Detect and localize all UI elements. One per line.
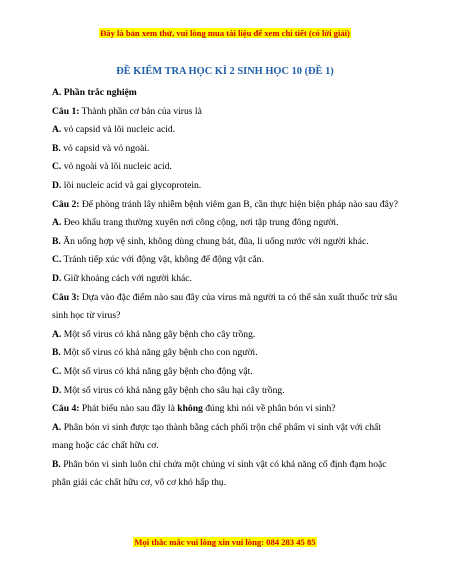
option-letter: A. <box>52 328 62 340</box>
option-text: Đeo khẩu trang thường xuyên nơi công cộng, nơi tập trung đông người. <box>61 217 339 229</box>
option-letter: B. <box>52 458 61 470</box>
answer-option <box>52 456 404 493</box>
question-stem <box>52 196 404 215</box>
question-text: Thành phần cơ bản của virus là <box>79 105 202 117</box>
option-text: Ăn uống hợp vệ sinh, không dùng chung bát, đũa, li uống nước với người khác. <box>60 235 369 247</box>
question-text: Để phòng tránh lây nhiễm bệnh viêm gan B, cần thực hiện biện pháp nào sau đây? <box>79 198 398 210</box>
option-letter: C. <box>52 254 62 266</box>
option-letter: A. <box>52 421 62 433</box>
question-number: Câu 3: <box>52 291 80 303</box>
option-text: Một số virus có khả năng gây bệnh cho con người. <box>60 347 258 359</box>
option-letter: D. <box>52 272 62 284</box>
option-letter: A. <box>52 124 62 136</box>
option-letter: B. <box>52 142 61 154</box>
contact-text: Mọi thắc mắc vui lòng xin vui lòng: 084 283 45 85 <box>134 537 316 547</box>
answer-option <box>52 121 404 140</box>
answer-option <box>52 270 404 289</box>
question-1 <box>52 103 404 196</box>
option-text: Phân bón vi sinh luôn chỉ chứa một chủng vi sinh vật có khả năng cố định đạm hoặc phân giải các chất hữu cơ, vô cơ khó hấp thụ. <box>52 458 387 489</box>
question-text: Dựa vào đặc điểm nào sau đây của virus mà người ta có thể sản xuất thuốc trừ sâu sinh học từ virus? <box>52 291 398 322</box>
question-stem <box>52 289 404 326</box>
answer-option <box>52 251 404 270</box>
option-text: vỏ capsid và lõi nucleic acid. <box>61 124 176 136</box>
question-number: Câu 2: <box>52 198 80 210</box>
answer-option <box>52 363 404 382</box>
answer-option <box>52 382 404 401</box>
question-stem <box>52 103 404 122</box>
answer-option <box>52 344 404 363</box>
preview-notice-banner <box>0 28 450 38</box>
answer-option <box>52 177 404 196</box>
question-number: Câu 4: <box>52 403 80 415</box>
preview-notice-text: Đây là bản xem thử, vui lòng mua tài liệu để xem chi tiết (có lời giải) <box>100 28 350 38</box>
document-body <box>52 84 404 493</box>
answer-option <box>52 158 404 177</box>
question-3 <box>52 289 404 401</box>
option-letter: D. <box>52 179 62 191</box>
answer-option <box>52 419 404 456</box>
option-text: Một số virus có khả năng gây bệnh cho cây trồng. <box>61 328 256 340</box>
answer-option <box>52 140 404 159</box>
option-text: Một số virus có khả năng gây bệnh cho động vật. <box>61 365 253 377</box>
option-letter: A. <box>52 217 62 229</box>
page-title: ĐỀ KIỂM TRA HỌC KÌ 2 SINH HỌC 10 (ĐỀ 1) <box>116 66 334 77</box>
question-stem <box>52 400 404 419</box>
question-text: Phát biểu nào sau đây là <box>79 403 178 415</box>
option-letter: B. <box>52 235 61 247</box>
option-text: Giữ khoảng cách với người khác. <box>61 272 192 284</box>
option-text: Một số virus có khả năng gây bệnh cho sâu hại cây trồng. <box>61 384 285 396</box>
question-emphasis: không <box>177 403 203 415</box>
contact-banner <box>0 537 450 547</box>
option-letter: B. <box>52 347 61 359</box>
option-text: Tránh tiếp xúc với động vật, không để động vật cắn. <box>61 254 264 266</box>
section-heading: A. Phần trắc nghiệm <box>52 87 137 98</box>
answer-option <box>52 326 404 345</box>
question-2 <box>52 196 404 289</box>
option-text: vỏ ngoài và lõi nucleic acid. <box>61 161 172 173</box>
answer-option <box>52 214 404 233</box>
question-4 <box>52 400 404 493</box>
option-letter: D. <box>52 384 62 396</box>
option-text: lõi nucleic acid và gai glycoprotein. <box>61 179 202 191</box>
option-letter: C. <box>52 161 62 173</box>
question-text: đúng khi nói về phân bón vi sinh? <box>202 403 336 415</box>
answer-option <box>52 233 404 252</box>
option-text: Phân bón vi sinh được tạo thành bằng cách phối trộn chế phẩm vi sinh vật với chất mang hoặc các chất hữu cơ. <box>52 421 381 452</box>
option-text: vỏ capsid và vỏ ngoài. <box>60 142 150 154</box>
option-letter: C. <box>52 365 62 377</box>
question-number: Câu 1: <box>52 105 80 117</box>
